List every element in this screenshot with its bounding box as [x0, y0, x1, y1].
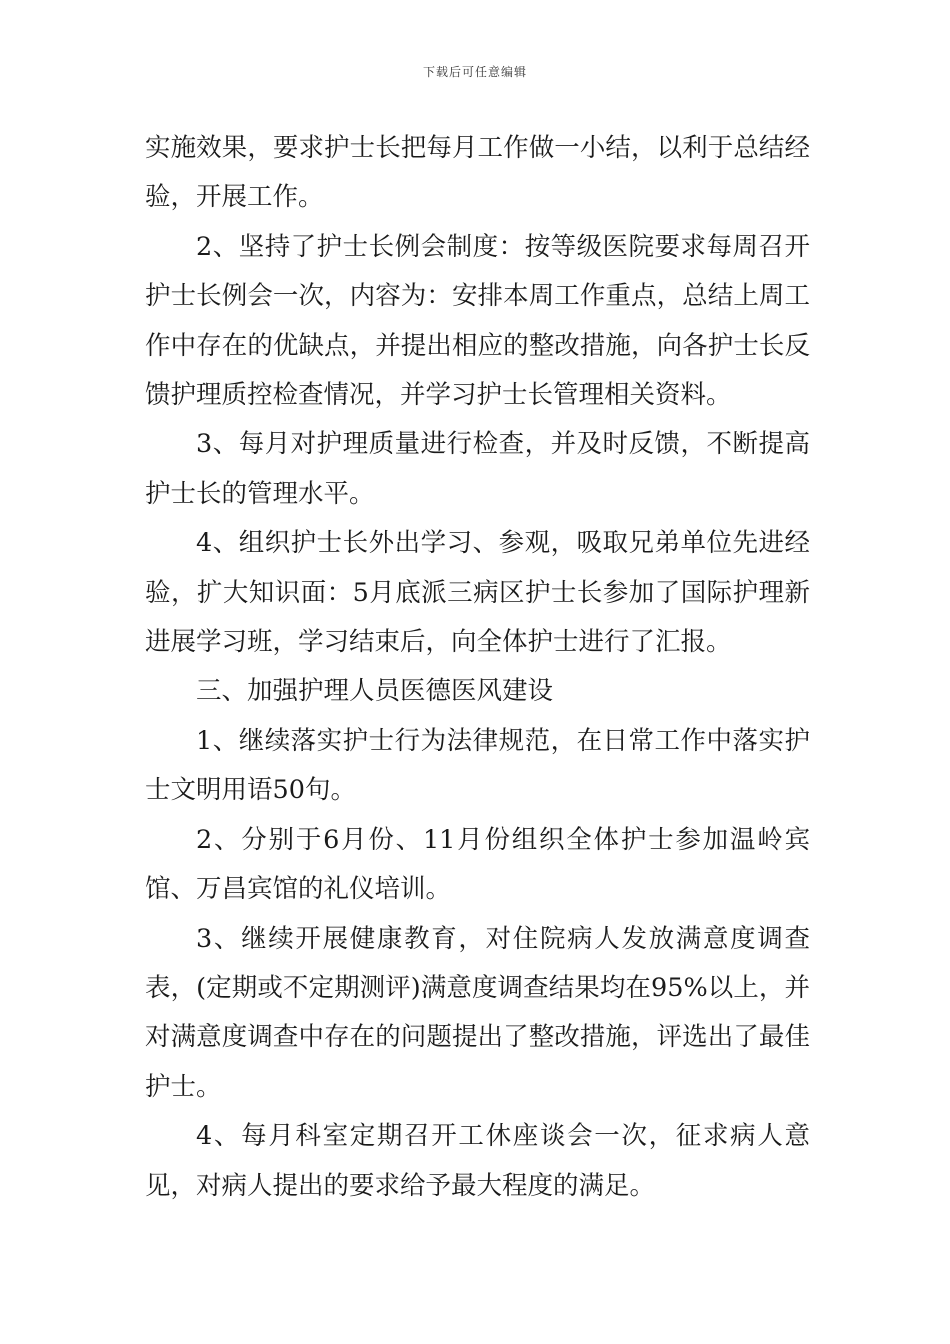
document-body	[145, 124, 810, 1211]
paragraph-7: 3、继续开展健康教育，对住院病人发放满意度调查表，(定期或不定期测评)满意度调查结果均在95%以上，并对满意度调查中存在的问题提出了整改措施，评选出了最佳护士。	[145, 923, 810, 1102]
paragraph-5: 1、继续落实护士行为法律规范，在日常工作中落实护士文明用语50句。	[145, 725, 810, 806]
paragraph-2: 2、坚持了护士长例会制度：按等级医院要求每周召开护士长例会一次，内容为：安排本周工作重点，总结上周工作中存在的优缺点，并提出相应的整改措施，向各护士长反馈护理质控检查情况，并学习护士长管理相关资料。	[145, 231, 810, 411]
paragraph-6: 2、分别于6月份、11月份组织全体护士参加温岭宾馆、万昌宾馆的礼仪培训。	[145, 824, 810, 905]
paragraph-1: 实施效果，要求护士长把每月工作做一小结，以利于总结经验，开展工作。	[145, 133, 810, 213]
section-heading: 三、加强护理人员医德医风建设	[196, 676, 554, 707]
paragraph-4: 4、组织护士长外出学习、参观，吸取兄弟单位先进经验，扩大知识面：5月底派三病区护士长参加了国际护理新进展学习班，学习结束后，向全体护士进行了汇报。	[145, 528, 810, 658]
paragraph-8: 4、每月科室定期召开工休座谈会一次，征求病人意见，对病人提出的要求给予最大程度的满足。	[145, 1121, 810, 1201]
paragraph-3: 3、每月对护理质量进行检查，并及时反馈，不断提高护士长的管理水平。	[145, 429, 810, 509]
page-header-note: 下载后可任意编辑	[422, 65, 527, 79]
